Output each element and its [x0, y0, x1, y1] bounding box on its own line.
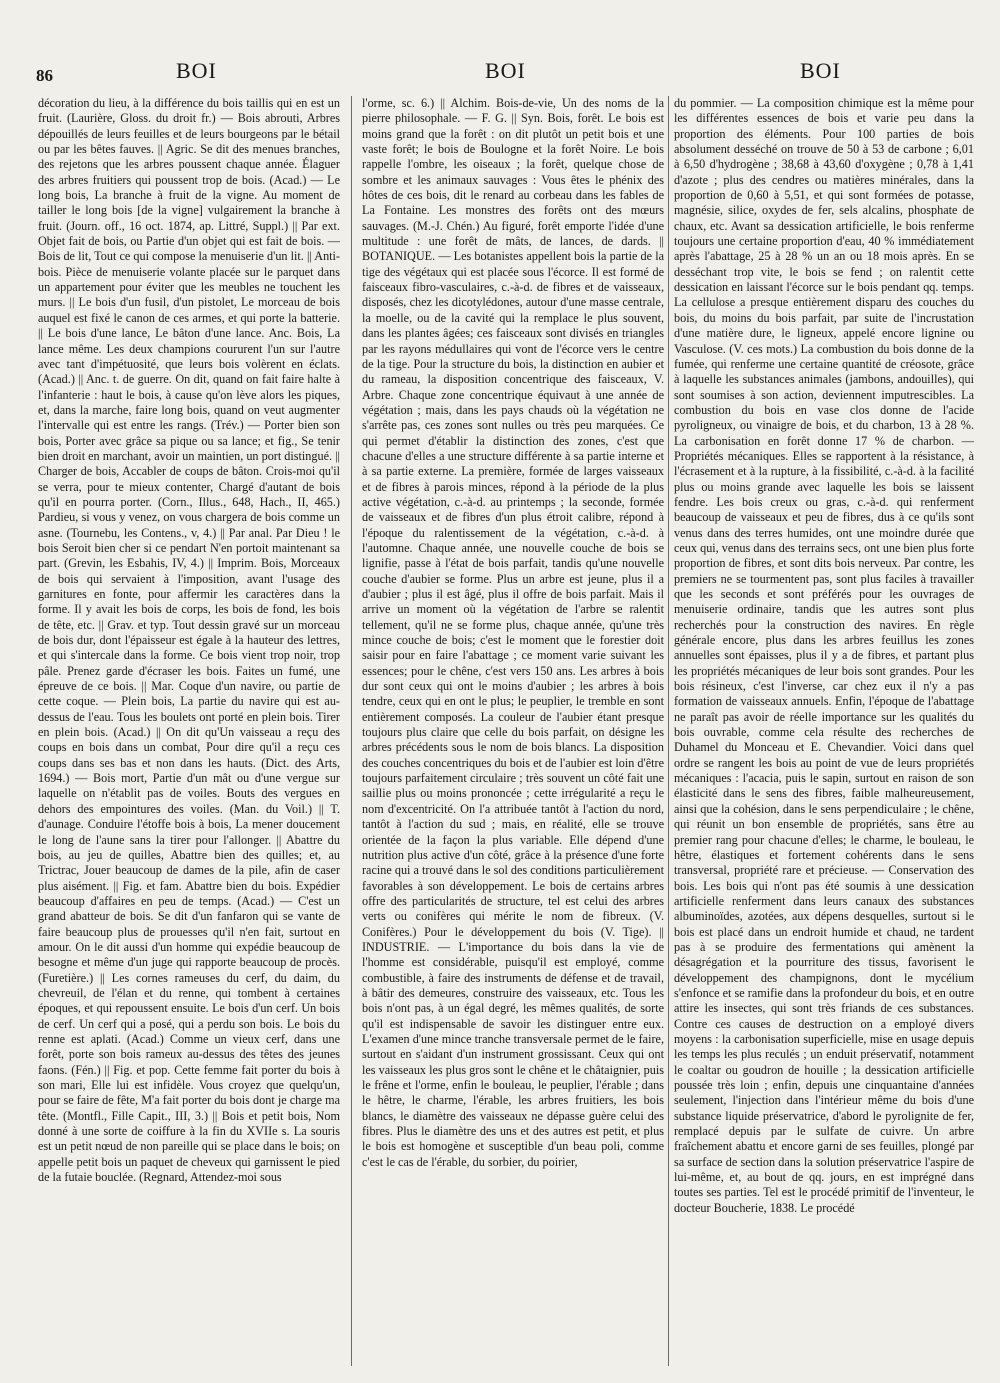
column-1-text: décoration du lieu, à la différence du bois taillis qui en est un fruit. (Laurière, Gloss. du droit fr.) — Bois abrouti, Arbres dépouillés de leurs feuilles et de leurs bourgeons par le bétail ou par les bêtes fauves. || Agric. Se dit des menues branches, des rejetons que les arbres poussent chaque année. Élaguer des arbres fruitiers qui poussent trop de bois. (Acad.) — Le long bois, La branche à fruit de la vigne. Au moment de tailler le long bois [de la vigne] vulgairement la branche à fruit. (Journ. off., 16 oct. 1874, ap. Littré, Suppl.) || Par ext. Objet fait de bois, ou Partie d'un objet qui est fait de bois. — Bois de lit, Tout ce qui compose la menuiserie d'un lit. || Anti-bois. Pièce de menuiserie volante placée sur le parquet dans un appartement pour éviter que les meubles ne touchent les murs. || Le bois d'un fusil, d'un pistolet, Le morceau de bois auquel est fixé le canon de ces armes, et qui porte la batterie. || Le bois d'une lance, Le bâton d'une lance. Anc. Bois, La lance même. Les deux champions coururent l'un sur l'autre avec tant d'impétuosité, que leurs bois volèrent en éclats. (Acad.) || Anc. t. de guerre. On dit, quand on fait faire halte à l'infanterie : haut le bois, à cause qu'on lève alors les piques, et, dans la marche, faire long bois, quand on veut augmenter l'intervalle qui est entre les rangs. (Trév.) — Porter bien son bois, Porter avec grâce sa pique ou sa lance; et fig., Se tenir bien droit en marchant, avoir un maintien, un port distingué. || Charger de bois, Accabler de coups de bâton. Crois-moi qu'il se verra, pour te mieux contenter, Chargé d'autant de bois qu'il en pourra porter. (Corn., Illus., 648, Hach., II, 465.) Pardieu, si vous y venez, on vous chargera de bois comme un asne. (Tournebu, les Contens., v, 4.) || Par anal. Par Dieu ! le bois Seroit bien cher si ce pendart N'en portoit maintenant sa part. (Grevin, les Esbahis, IV, 4.) || Imprim. Bois, Morceaux de bois qui servaient à l'imposition, avant l'usage des garnitures en fonte, pour affermir les caractères dans la forme. Il y avait les bois de corps, les bois de fond, les bois de tête, etc. || Grav. et typ. Tout dessin gravé sur un morceau de bois dur, dont l'épaisseur est égale à la hauteur des lettres, et qui s'intercale dans la forme. Ce bois vient trop noir, trop pâle. Prenez garde d'écraser les bois. Faites un fumé, une épreuve de ce bois. || Mar. Coque d'un navire, ou partie de cette coque. — Plein bois, La partie du navire qui est au-dessus de l'eau. Tous les boulets ont porté en plein bois. Tirer en plein bois. (Acad.) || On dit qu'Un vaisseau a reçu des coups en bois dans un combat, Pour dire qu'il a reçu ces coups dans ses bas et non dans les hauts. (Dict. des Arts, 1694.) — Bois mort, Partie d'un mât ou d'une vergue sur laquelle on n'établit pas de voiles. Bouts des vergues en dehors des empointures des voiles. (Man. du Voil.) || T. d'aunage. Conduire l'étoffe bois à bois, La mener doucement le long de l'aune sans la tirer pour l'allonger. || Abattre du bois, au jeu de quilles, Abattre bien des quilles; et, au Trictrac, Jouer beaucoup de dames de la pile, afin de caser plus aisément. || Fig. et fam. Abattre bien du bois. Expédier beaucoup d'affaires en peu de temps. (Acad.) — C'est un grand abatteur de bois. Se dit d'un fanfaron qui se vante de faire beaucoup plus de prouesses qu'il n'en fait, surtout en amour. On le dit aussi d'un homme qui expédie beaucoup de besogne et même d'un juge qui rapporte beaucoup de procès. (Furetière.) || Les cornes rameuses du cerf, du daim, du chevreuil, de l'élan et du renne, qui tombent à certaines époques, et qui repoussent ensuite. Le bois d'un cerf. Un bois de cerf. Un cerf qui a posé, qui a perdu son bois. Le bois du renne est aplati. (Acad.) Comme un vieux cerf, dans une forêt, porte son bois rameux au-dessus des têtes des jeunes faons. (Fén.) || Fig. et pop. Cette femme fait porter du bois à son mari, Elle lui est infidèle. Vous croyez que quelqu'un, pour se faire de fête, M'a fait porter du bois dont je charge ma tête. (Montfl., Fille Capit., III, 3.) || Bois et petit bois, Nom donné à une sorte de coiffure à la fin du XVIIe s. La souris est un petit nœud de non pareille qui se place dans le bois; on appelle petit bois un paquet de cheveux qui garnissent le pied de la futaie bouclée. (Regnard, Attendez-moi sous	[38, 96, 340, 1185]
column-rule-2	[668, 96, 669, 1366]
column-rule-1	[351, 96, 352, 1366]
column-2-text: l'orme, sc. 6.) || Alchim. Bois-de-vie, Un des noms de la pierre philosophale. — F. G. || Syn. Bois, forêt. Le bois est moins grand que la forêt : on dit plutôt un petit bois et une vaste forêt; le bois de Boulogne et la forêt Noire. Le bois rappelle l'ombre, les oiseaux ; la forêt, quelque chose de sombre et les animaux sauvages : Vous êtes le phénix des hôtes de ces bois, dit le renard au corbeau dans les fables de La Fontaine. Les monstres des forêts ont des mœurs sauvages. (M.-J. Chén.) Au figuré, forêt emporte l'idée d'une multitude : une forêt de mâts, de lances, de dards. || BOTANIQUE. — Les botanistes appellent bois la partie de la tige des végétaux qui est placée sous l'écorce. Il est formé de faisceaux fibro-vasculaires, c.-à-d. de fibres et de vaisseaux, disposés, chez les dicotylédones, autour d'une masse centrale, la moelle, ou de la cavité qui la remplace le plus souvent, dans les plantes âgées; ces faisceaux sont divisés en triangles par les rayons médullaires qui vont de l'écorce vers le centre de la tige. Pour la structure du bois, la distinction en aubier et du rameau, la disposition concentrique des faisceaux, V. Arbre. Chaque zone concentrique équivaut à une année de végétation ; mais, dans les pays chauds où la végétation ne s'arrête pas, ces zones sont nulles ou très peu marquées. Ce qui permet d'établir la distinction des zones, c'est que chacune d'elles a une structure différente à sa partie interne et à sa partie externe. La première, formée de larges vaisseaux et de fibres à parois minces, répond à la période de la plus active végétation, c.-à-d. au printemps ; la seconde, formée de vaisseaux et de fibres d'un plus étroit calibre, répond à l'époque du ralentissement de la végétation, c.-à-d. à l'automne. Chaque année, une nouvelle couche de bois se lignifie, passe à l'état de bois parfait, tandis qu'une nouvelle couche d'aubier se forme. Plus un arbre est jeune, plus il a d'aubier ; plus il est âgé, plus il offre de bois parfait. Mais il arrive un moment où la végétation de l'arbre se ralentit tellement, qu'il ne se forme plus, chaque année, qu'une très mince couche de bois; c'est le moment que le forestier doit saisir pour en faire l'abattage ; ce moment varie suivant les essences; pour le chêne, c'est vers 150 ans. Les arbres à bois dur sont ceux qui ont le moins d'aubier ; les arbres à bois tendre, ceux qui en ont le plus; le peuplier, le tremble en sont entièrement composés. La couleur de l'aubier étant presque toujours plus claire que celle du bois parfait, on désigne les arbres précédents sous le nom de bois blancs. La disposition des couches concentriques du bois et de l'aubier est loin d'être toujours parfaitement circulaire ; très souvent un côté fait une saillie plus ou moins prononcée ; cette irrégularité a reçu le nom d'excentricité. On l'a attribuée tantôt à l'action du nord, tantôt à l'action du sud ; mais, en réalité, elle se trouve orientée de la façon la plus variable. Elle dépend d'une nutrition plus active d'un côté, grâce à la présence d'une forte racine qui a trouvé dans le sol des conditions particulièrement favorables à son développement. Le bois de certains arbres offre des particularités de structure, tel est celui des arbres verts ou conifères qui mérite le nom de fibreux. (V. Conifères.) Pour le développement du bois (V. Tige). || INDUSTRIE. — L'importance du bois dans la vie de l'homme est considérable, puisqu'il est employé, comme combustible, à faire des instruments de défense et de travail, à bâtir des demeures, construire des vaisseaux, etc. Tous les bois n'ont pas, à un égal degré, les mêmes qualités, de sorte qu'il est indispensable de savoir les distinguer entre eux. L'examen d'une mince tranche transversale permet de le faire, surtout en s'aidant d'un instrument grossissant. Ceux qui ont les vaisseaux les plus gros sont le chêne et le châtaignier, puis le frêne et l'orme, enfin le bouleau, le peuplier, l'érable ; dans le hêtre, le charme, l'érable, les arbres fruitiers, les bois blancs, le diamètre des vaisseaux ne dépasse guère celui des fibres. Plus le diamètre des uns et des autres est petit, et plus le bois est homogène et susceptible d'un beau poli, comme c'est le cas de l'érable, du sorbier, du poirier,	[362, 96, 664, 1169]
column-3-text: du pommier. — La composition chimique est la même pour les différentes essences de bois et varie peu dans la proportion des éléments. Pour 100 parties de bois absolument desséché on trouve de 50 à 53 de carbone ; 6,01 à 6,50 d'hydrogène ; 38,68 à 43,60 d'oxygène ; 0,78 à 1,41 d'azote ; plus des cendres ou matières minérales, dans la proportion de 0,60 à 5,51, et qui sont formées de potasse, magnésie, silice, oxydes de fer, sels alcalins, phosphate de chaux, etc. Avant sa dessication artificielle, le bois renferme toujours une certaine proportion d'eau, 40 % immédiatement après l'abattage, 25 à 28 % un an ou 18 mois après. En se desséchant trop vite, le bois se fend ; on ralentit cette dessication en laissant l'écorce sur le bois pendant qq. temps. La cellulose a presque entièrement disparu des couches du bois, du moins du bois parfait, par suite de l'incrustation d'une matière dure, le ligneux, appelé encore lignine ou Vasculose. (V. ces mots.) La combustion du bois donne de la fumée, qui renferme une certaine quantité de créosote, grâce à laquelle les substances animales (jambons, andouilles), qui sont soumises à son action, deviennent imputrescibles. La combustion du bois en vase clos donne de l'acide pyroligneux, ou vinaigre de bois, et du charbon, 13 à 28 %. La carbonisation en forêt donne 17 % de charbon. — Propriétés mécaniques. Elles se rapportent à la résistance, à l'écrasement et à la rupture, à la fissibilité, c.-à-d. à la facilité plus ou moins grande avec laquelle les bois se laissent fendre. Les bois creux ou gras, c.-à-d. qui renferment beaucoup de vaisseaux et peu de fibres, dus à ce qu'ils sont venus dans des terres humides, ont une moindre durée que ceux qui, venus dans des terrains secs, ont une bien plus forte proportion de fibres, et sont dits bois nerveux. Par contre, les premiers ne se tourmentent pas, sont plus faciles à travailler que les seconds et sont préférés pour les ouvrages de menuiserie ordinaire, tandis que les autres sont plus recherchés pour la construction des navires. En règle générale encore, plus dans les arbres feuillus les zones annuelles sont épaisses, plus il y a de fibres, et partant plus les propriétés mécaniques de leur bois sont grandes. Pour les bois résineux, c'est l'inverse, car chez eux il n'y a pas formation de vaisseaux annuels. Enfin, l'époque de l'abattage ne paraît pas avoir de réelle importance sur les qualités du bois ouvrable, comme cela résulte des recherches de Duhamel du Monceau et E. Chevandier. Voici dans quel ordre se rangent les bois au point de vue de leurs propriétés mécaniques : l'acacia, puis le sapin, surtout en raison de son élasticité dans le sens des fibres, faible malheureusement, ainsi que la cohésion, dans le sens perpendiculaire ; le chêne, qui réunit un bon ensemble de propriétés, sans être au premier rang pour chacune d'elles; le charme, le bouleau, le hêtre, élastiques et fortement cohérents dans le sens transversal, propriété rare et précieuse. — Conservation des bois. Les bois qui n'ont pas été soumis à une dessication artificielle renferment dans leurs canaux des substances albuminoïdes, azotées, aux dépens desquelles, surtout si le bois est placé dans un endroit humide et chaud, ne tardent pas à se produire des fermentations qui amènent la désagrégation et la pourriture des tissus, favorisent le développement des champignons, dont le mycélium s'enfonce et se ramifie dans la profondeur du bois, et en outre attire les insectes, qui sont très friands de ces substances. Contre ces causes de destruction on a employé divers moyens : la carbonisation superficielle, mise en usage depuis les temps les plus reculés ; un enduit préservatif, notamment le coaltar ou goudron de houille ; la dessication artificielle poussée très loin ; enfin, depuis une cinquantaine d'années seulement, l'injection dans l'intérieur même du bois d'une substance liquide préservatrice, d'abord le pyrolignite de fer, remplacé depuis par le sulfate de cuivre. Un arbre fraîchement abattu et encore garni de ses feuilles, plongé par sa surface de section dans la solution préservatrice l'aspire de lui-même, et, au bout de qq. jours, en est imprégné dans toutes ses parties. Tel est le procédé primitif de l'inventeur, le docteur Boucherie, 1838. Le procédé	[674, 96, 974, 1215]
running-head-center: BOI	[485, 58, 526, 83]
text-column-1	[38, 96, 340, 1368]
page-number: 86	[36, 66, 53, 85]
running-head-right: BOI	[800, 58, 841, 83]
text-column-3	[674, 96, 974, 1368]
text-column-2	[362, 96, 664, 1368]
running-head-left: BOI	[176, 58, 217, 83]
